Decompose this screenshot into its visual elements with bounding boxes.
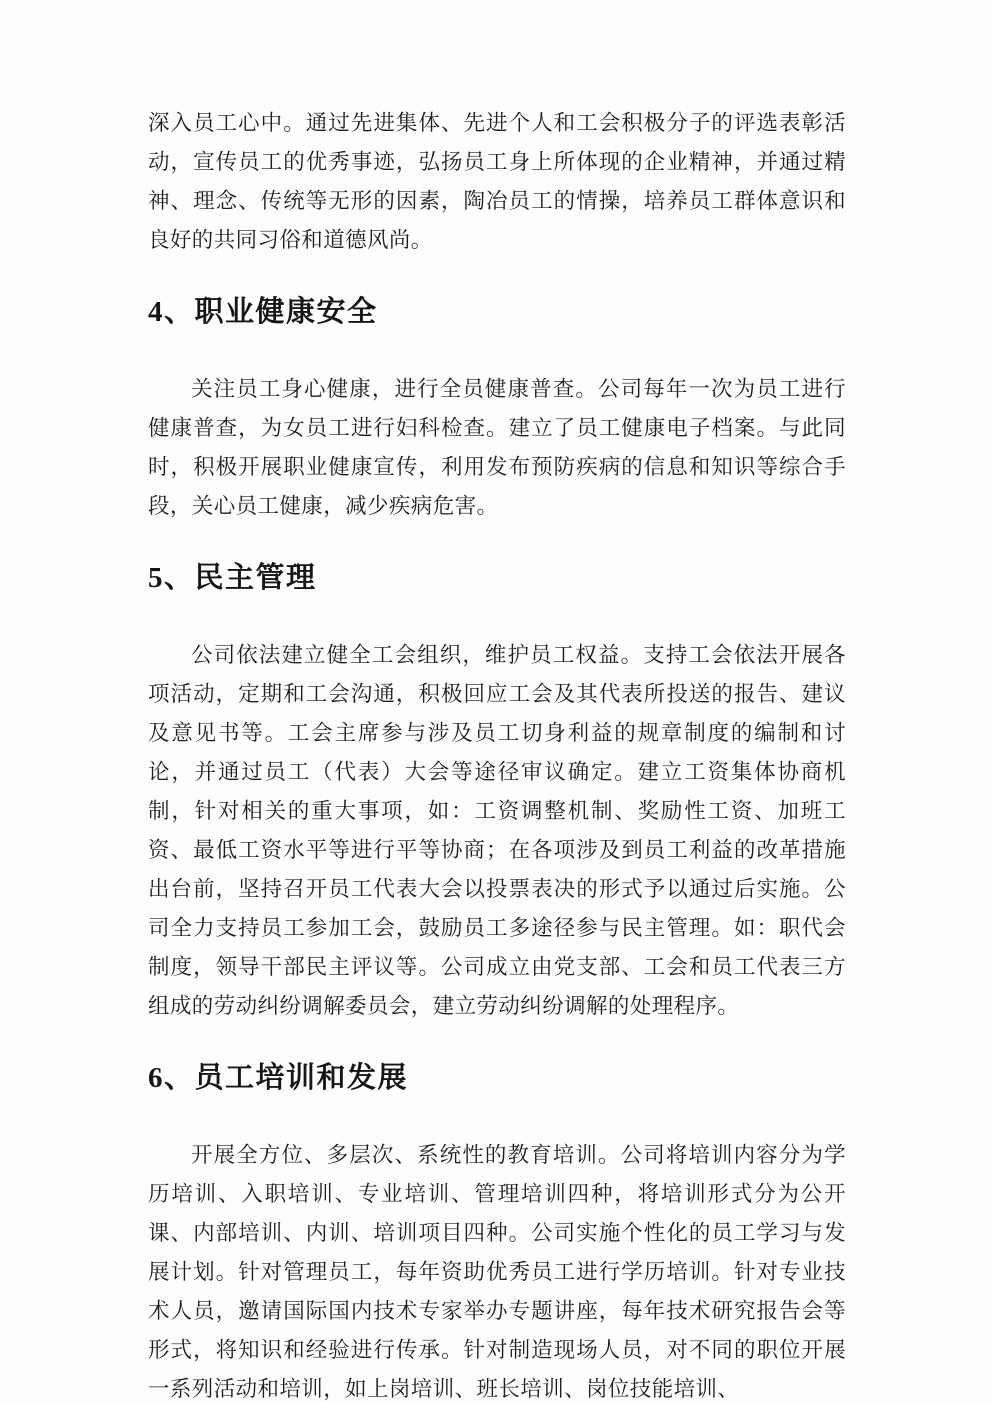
section-5-heading: 5、民主管理 xyxy=(148,562,317,594)
section-5-paragraph: 公司依法建立健全工会组织，维护员工权益。支持工会依法开展各项活动，定期和工会沟通，积极回应工会及其代表所投送的报告、建议及意见书等。工会主席参与涉及员工切身利益的规章制度的编制和讨论，并通过员工（代表）大会等途径审议确定。建立工资集体协商机制，针对相关的重大事项，如：工资调整机制、奖励性工资、加班工资、最低工资水平等进行平等协商；在各项涉及到员工利益的改革措施出台前，坚持召开员工代表大会以投票表决的形式予以通过后实施。公司全力支持员工参加工会，鼓励员工多途径参与民主管理。如：职代会制度，领导干部民主评议等。公司成立由党支部、工会和员工代表三方组成的劳动纠纷调解委员会，建立劳动纠纷调解的处理程序。 xyxy=(148,643,846,1018)
section-6-paragraph: 开展全方位、多层次、系统性的教育培训。公司将培训内容分为学历培训、入职培训、专业培训、管理培训四种，将培训形式分为公开课、内部培训、内训、培训项目四种。公司实施个性化的员工学习与发展计划。针对管理员工，每年资助优秀员工进行学历培训。针对专业技术人员，邀请国际国内技术专家举办专题讲座，每年技术研究报告会等形式，将知识和经验进行传承。针对制造现场人员，对不同的职位开展一系列活动和培训，如上岗培训、班长培训、岗位技能培训、 xyxy=(148,1143,846,1401)
intro-paragraph: 深入员工心中。通过先进集体、先进个人和工会积极分子的评选表彰活动，宣传员工的优秀事迹，弘扬员工身上所体现的企业精神，并通过精神、理念、传统等无形的因素，陶冶员工的情操，培养员工群体意识和良好的共同习俗和道德风尚。 xyxy=(148,111,846,252)
section-4-heading: 4、职业健康安全 xyxy=(148,296,378,328)
section-6-heading: 6、员工培训和发展 xyxy=(148,1062,409,1094)
section-occupational-health xyxy=(148,294,846,526)
section-4-paragraph: 关注员工身心健康，进行全员健康普查。公司每年一次为员工进行健康普查，为女员工进行妇科检查。建立了员工健康电子档案。与此同时，积极开展职业健康宣传，利用发布预防疾病的信息和知识等综合手段，关心员工健康，减少疾病危害。 xyxy=(148,377,846,518)
section-training-development xyxy=(148,1060,846,1403)
section-democratic-management xyxy=(148,560,846,1026)
